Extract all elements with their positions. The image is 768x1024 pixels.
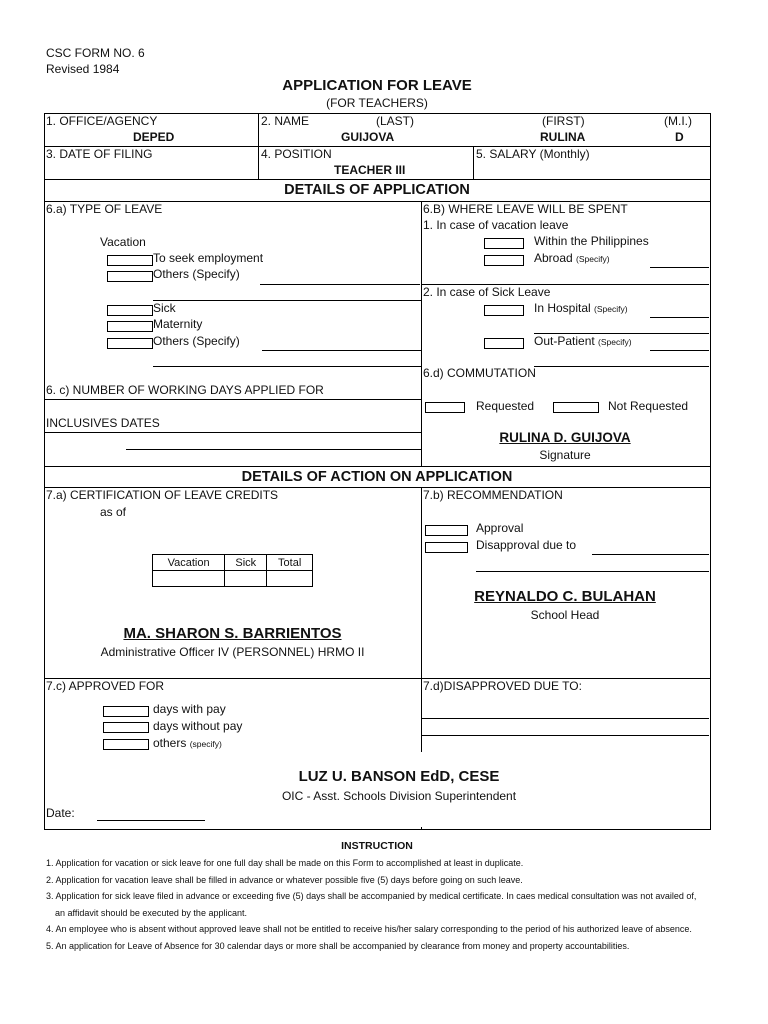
days-with-pay-checkbox[interactable] [103, 706, 149, 717]
abroad-checkbox[interactable] [484, 255, 524, 266]
form-number: CSC FORM NO. 6 [46, 46, 145, 60]
others-vacation-checkbox[interactable] [107, 271, 153, 282]
others-vacation-line[interactable] [260, 284, 420, 285]
credits-header-sick: Sick [225, 555, 267, 571]
first-name-value[interactable]: RULINA [540, 130, 586, 144]
instruction-item: 2. Application for vacation leave shall be filled in advance or whatever possible five (5) days before going on such leave. [46, 875, 523, 885]
sick-checkbox[interactable] [107, 305, 153, 316]
date-label: Date: [46, 806, 75, 820]
in-hospital-checkbox[interactable] [484, 305, 524, 316]
instruction-item: 3. Application for sick leave filed in advance or exceeding five (5) days shall be accompanied by medical certificate. In caes medical consultation was not availed of, [46, 891, 697, 901]
salary-label: 5. SALARY (Monthly) [476, 147, 590, 161]
sick-label: Sick [153, 301, 176, 315]
type-of-leave-label: 6.a) TYPE OF LEAVE [46, 202, 163, 216]
case-sick-label: 2. In case of Sick Leave [423, 285, 551, 299]
days-with-pay-label: days with pay [153, 702, 226, 716]
disapproval-line-2[interactable] [476, 571, 709, 572]
office-label: 1. OFFICE/AGENCY [46, 114, 158, 128]
signature-label: Signature [539, 448, 591, 462]
office-value[interactable]: DEPED [133, 130, 175, 144]
abroad-line[interactable] [650, 267, 709, 268]
others-approved-label: others (specify) [153, 736, 222, 750]
position-value[interactable]: TEACHER III [334, 163, 406, 177]
others-vacation-line-2[interactable] [153, 300, 421, 301]
maternity-label: Maternity [153, 317, 203, 331]
disapproved-line-2[interactable] [421, 735, 709, 736]
instruction-item: 4. An employee who is absent without approved leave shall not be entitled to receive his/her salary corresponding to the period of his authorized leave of absence. [46, 924, 692, 934]
sds-title: OIC - Asst. Schools Division Superintendent [281, 789, 517, 803]
working-days-line[interactable] [44, 399, 421, 400]
within-philippines-checkbox[interactable] [484, 238, 524, 249]
instruction-item: 1. Application for vacation or sick leave for one full day shall be made on this Form to accomplished at least in duplicate. [46, 858, 524, 868]
divider [44, 179, 710, 180]
credits-header-vacation: Vacation [153, 555, 225, 571]
school-head-name: REYNALDO C. BULAHAN [474, 588, 656, 605]
in-hospital-line[interactable] [650, 317, 709, 318]
maternity-checkbox[interactable] [107, 321, 153, 332]
credits-header-total: Total [267, 555, 313, 571]
inclusive-dates-line[interactable] [44, 432, 421, 433]
divider [421, 201, 422, 466]
abroad-label: Abroad (Specify) [534, 251, 610, 265]
vacation-label: Vacation [100, 235, 146, 249]
others-approved-checkbox[interactable] [103, 739, 149, 750]
divider [473, 146, 474, 179]
date-of-filing-label: 3. DATE OF FILING [46, 147, 153, 161]
seek-employment-label: To seek employment [153, 251, 264, 265]
approval-label: Approval [476, 521, 524, 535]
instruction-item: an affidavit should be executed by the applicant. [55, 908, 247, 918]
inclusive-dates-line-2[interactable] [126, 449, 421, 450]
leave-credits-table [152, 554, 313, 587]
others-sick-line-2[interactable] [153, 366, 421, 367]
details-heading: DETAILS OF APPLICATION [284, 182, 470, 198]
inclusive-dates-label: INCLUSIVES DATES [46, 416, 160, 430]
disapproval-checkbox[interactable] [425, 542, 468, 553]
where-leave-label: 6.B) WHERE LEAVE WILL BE SPENT [423, 202, 628, 216]
credits-sick-cell[interactable] [225, 571, 267, 587]
instruction-item: 5. An application for Leave of Absence for 30 calendar days or more shall be accompanied by clearance from money and property accountabilities. [46, 941, 630, 951]
disapproved-due-label: 7.d)DISAPPROVED DUE TO: [423, 679, 582, 693]
hrmo-name: MA. SHARON S. BARRIENTOS [123, 625, 342, 642]
case-vacation-label: 1. In case of vacation leave [423, 218, 569, 232]
school-head-title: School Head [530, 608, 600, 622]
credits-vacation-cell[interactable] [153, 571, 225, 587]
requested-label: Requested [476, 399, 535, 413]
first-name-label: (FIRST) [542, 114, 585, 128]
credits-total-cell[interactable] [267, 571, 313, 587]
mi-label: (M.I.) [664, 114, 692, 128]
not-requested-label: Not Requested [608, 399, 689, 413]
divider [44, 466, 710, 467]
not-requested-checkbox[interactable] [553, 402, 599, 413]
last-name-label: (LAST) [376, 114, 415, 128]
revised-date: Revised 1984 [46, 62, 120, 76]
action-heading: DETAILS OF ACTION ON APPLICATION [241, 469, 513, 485]
form-subtitle: (FOR TEACHERS) [326, 96, 428, 110]
days-without-pay-label: days without pay [153, 719, 243, 733]
date-line[interactable] [97, 820, 205, 821]
as-of-label: as of [100, 505, 127, 519]
sds-name: LUZ U. BANSON EdD, CESE [298, 768, 500, 785]
out-patient-checkbox[interactable] [484, 338, 524, 349]
instruction-heading: INSTRUCTION [341, 840, 413, 852]
mi-value[interactable]: D [675, 130, 684, 144]
working-days-label: 6. c) NUMBER OF WORKING DAYS APPLIED FOR [46, 383, 324, 397]
recommendation-label: 7.b) RECOMMENDATION [423, 488, 563, 502]
disapproval-label: Disapproval due to [476, 538, 577, 552]
seek-employment-checkbox[interactable] [107, 255, 153, 266]
in-hospital-label: In Hospital (Specify) [534, 301, 628, 315]
others-sick-label: Others (Specify) [153, 334, 240, 348]
others-vacation-label: Others (Specify) [153, 267, 240, 281]
disapproval-line[interactable] [592, 554, 709, 555]
name-label: 2. NAME [261, 114, 310, 128]
approved-for-label: 7.c) APPROVED FOR [46, 679, 165, 693]
last-name-value[interactable]: GUIJOVA [341, 130, 395, 144]
certification-label: 7.a) CERTIFICATION OF LEAVE CREDITS [46, 488, 279, 502]
position-label: 4. POSITION [261, 147, 332, 161]
commutation-label: 6.d) COMMUTATION [423, 366, 536, 380]
days-without-pay-checkbox[interactable] [103, 722, 149, 733]
out-patient-label: Out-Patient (Specify) [534, 334, 632, 348]
others-sick-line[interactable] [262, 350, 421, 351]
within-philippines-label: Within the Philippines [534, 234, 649, 248]
approval-checkbox[interactable] [425, 525, 468, 536]
hrmo-title: Administrative Officer IV (PERSONNEL) HRMO II [100, 645, 365, 659]
others-sick-checkbox[interactable] [107, 338, 153, 349]
disapproved-line[interactable] [421, 718, 709, 719]
applicant-name: RULINA D. GUIJOVA [499, 430, 631, 445]
out-patient-line-2[interactable] [534, 366, 709, 367]
out-patient-line[interactable] [650, 350, 709, 351]
form-title: APPLICATION FOR LEAVE [282, 77, 472, 94]
requested-checkbox[interactable] [425, 402, 465, 413]
